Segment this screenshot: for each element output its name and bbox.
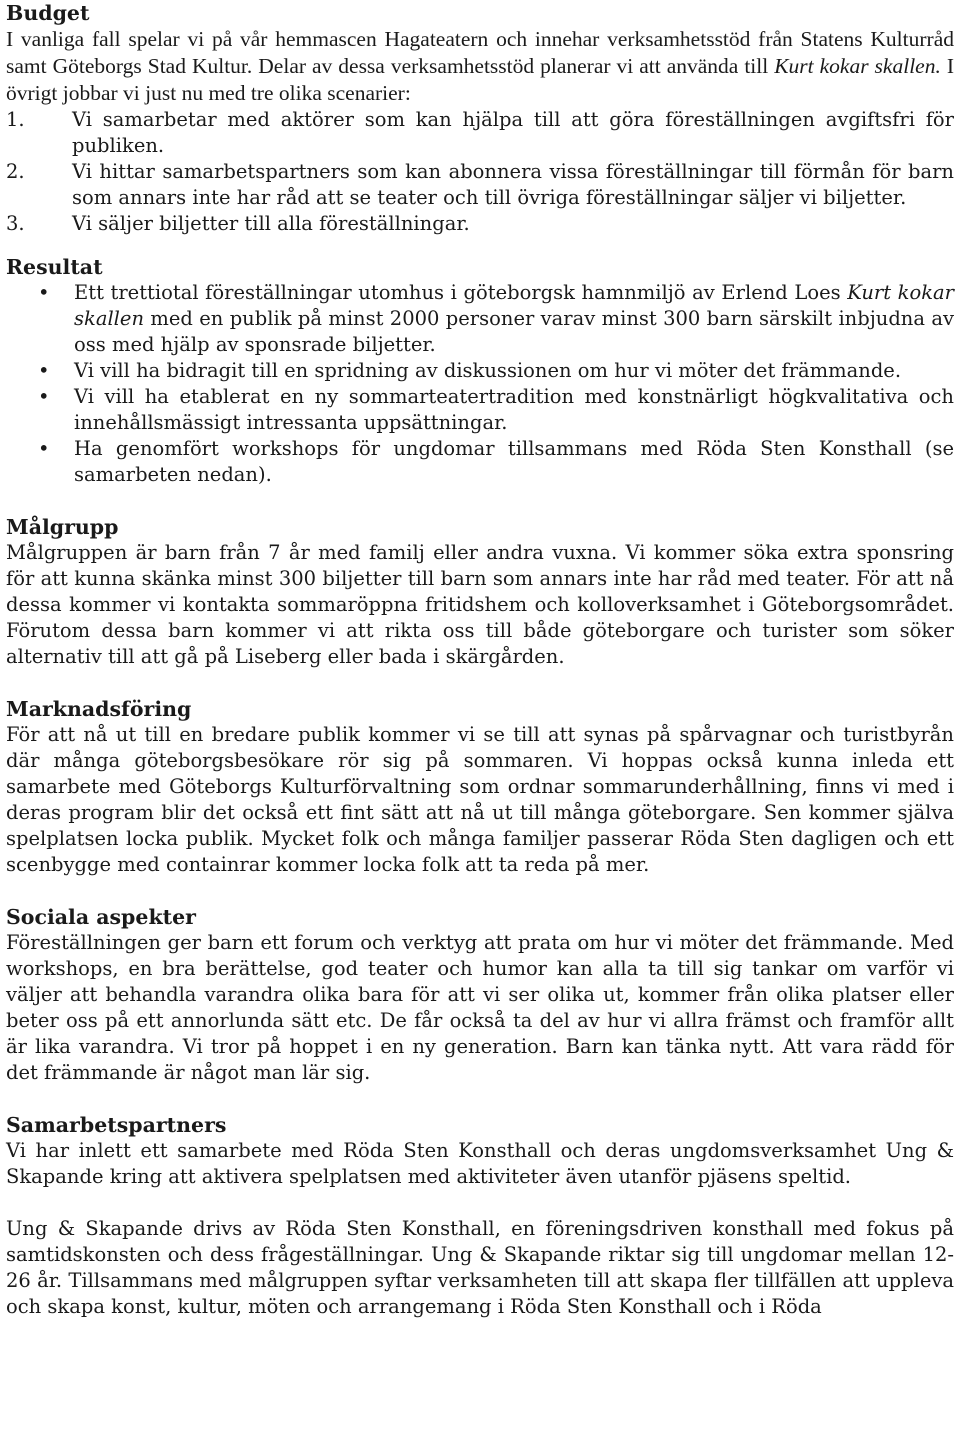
samarbetspartners-text-1: Vi har inlett ett samarbete med Röda Sten Konsthall och deras ungdomsverksamhet Ung & Skapande kring att aktivera spelplatsen med aktiviteter även utanför pjäsens speltid. [6,1139,954,1188]
samarbetspartners-section [6,1112,954,1320]
bullet-icon: • [38,359,50,382]
scenario-number: 3. [6,212,25,235]
budget-intro-text-1: I vanliga fall spelar vi på vår hemmascen Hagateatern och innehar verksamhetsstöd från Statens Kulturråd samt Göteborgs Stad Kultur. Delar av dessa verksamhetsstöd planerar vi att använda till [6,27,954,78]
samarbetspartners-heading: Samarbetspartners [6,1113,227,1137]
resultat-item-text: Vi vill ha etablerat en ny sommarteatertradition med konstnärligt högkvalitativa och innehållsmässigt intressanta uppsättningar. [74,385,954,434]
resultat-item [6,436,954,488]
resultat-section [6,254,954,488]
malgrupp-section [6,514,954,670]
scenario-text: Vi hittar samarbetspartners som kan abonnera vissa föreställningar till förmån för barn som annars inte har råd att se teater och till övriga föreställningar säljer vi biljetter. [72,160,954,209]
marknadsforing-section [6,696,954,878]
scenario-item [6,107,954,159]
malgrupp-heading: Målgrupp [6,515,119,539]
resultat-play-title: Kurt kokar skallen [74,281,954,330]
resultat-heading: Resultat [6,255,103,279]
scenario-text: Vi säljer biljetter till alla föreställningar. [72,212,470,235]
scenario-number: 2. [6,160,25,183]
resultat-item-text-1: Ett trettiotal föreställningar utomhus i göteborgsk hamnmiljö av Erlend Loes [74,281,848,304]
scenario-item [6,211,954,237]
budget-intro-text-2: I övrigt jobbar vi just nu med tre olika scenarier: [6,54,954,105]
bullet-icon: • [38,437,50,460]
bullet-icon: • [38,281,50,304]
sociala-heading: Sociala aspekter [6,905,196,929]
resultat-item-text: Vi vill ha bidragit till en spridning av diskussionen om hur vi möter det främmande. [74,359,902,382]
sociala-section [6,904,954,1086]
budget-scenario-list [6,107,954,237]
sociala-text: Föreställningen ger barn ett forum och verktyg att prata om hur vi möter det främmande. Med workshops, en bra berättelse, god teater och humor kan alla ta till sig tankar om varför vi väljer att behandla varandra olika bara för att vi ser olika ut, kommer från olika platser eller beter oss på ett annorlunda sätt etc. De får också ta del av hur vi allra främst och framför allt är lika varandra. Vi tror på hoppet i en ny generation. Barn kan tänka nytt. Att vara rädd för det främmande är något man lär sig. [6,931,954,1084]
marknadsforing-text: För att nå ut till en bredare publik kommer vi se till att synas på spårvagnar och turistbyrån där många göteborgsbesökare rör sig på sommaren. Vi hoppas också kunna inleda ett samarbete med Göteborgs Kulturförvaltning som ordnar sommarunderhållning, finns vi med i deras program blir det också ett fint sätt att nå ut till många göteborgare. Sen kommer själva spelplatsen locka publik. Mycket folk och många familjer passerar Röda Sten dagligen och ett scenbygge med containrar kommer locka folk att ta reda på mer. [6,723,954,876]
resultat-item [6,280,954,358]
scenario-item [6,159,954,211]
marknadsforing-heading: Marknadsföring [6,697,192,721]
budget-intro [6,26,954,107]
paragraph-gap [6,1190,954,1216]
budget-intro-play-title: Kurt kokar skallen. [774,54,941,78]
samarbetspartners-text-2: Ung & Skapande drivs av Röda Sten Konsthall, en föreningsdriven konsthall med fokus på samtidskonsten och dess frågeställningar. Ung & Skapande riktar sig till ungdomar mellan 12-26 år. Tillsammans med målgruppen syftar verksamheten till att skapa fler tillfällen att uppleva och skapa konst, kultur, möten och arrangemang i Röda Sten Konsthall och i Röda [6,1217,954,1318]
bullet-icon: • [38,385,50,408]
resultat-item-text-2: med en publik på minst 2000 personer varav minst 300 barn särskilt inbjudna av oss med hjälp av sponsrade biljetter. [74,307,954,356]
malgrupp-text: Målgruppen är barn från 7 år med familj eller andra vuxna. Vi kommer söka extra sponsring för att kunna skänka minst 300 biljetter till barn som annars inte har råd med teater. För att nå dessa kommer vi kontakta sommaröppna fritidshem och kolloverksamhet i Göteborgsområdet. Förutom dessa barn kommer vi att rikta oss till både göteborgare och turister som söker alternativ till att gå på Liseberg eller bada i skärgården. [6,541,954,668]
resultat-item [6,384,954,436]
scenario-text: Vi samarbetar med aktörer som kan hjälpa till att göra föreställningen avgiftsfri för publiken. [72,108,954,157]
resultat-item [6,358,954,384]
resultat-list [6,280,954,488]
budget-section [6,0,954,237]
resultat-item-text: Ha genomfört workshops för ungdomar tillsammans med Röda Sten Konsthall (se samarbeten nedan). [74,437,954,486]
budget-heading: Budget [6,1,90,25]
scenario-number: 1. [6,108,25,131]
